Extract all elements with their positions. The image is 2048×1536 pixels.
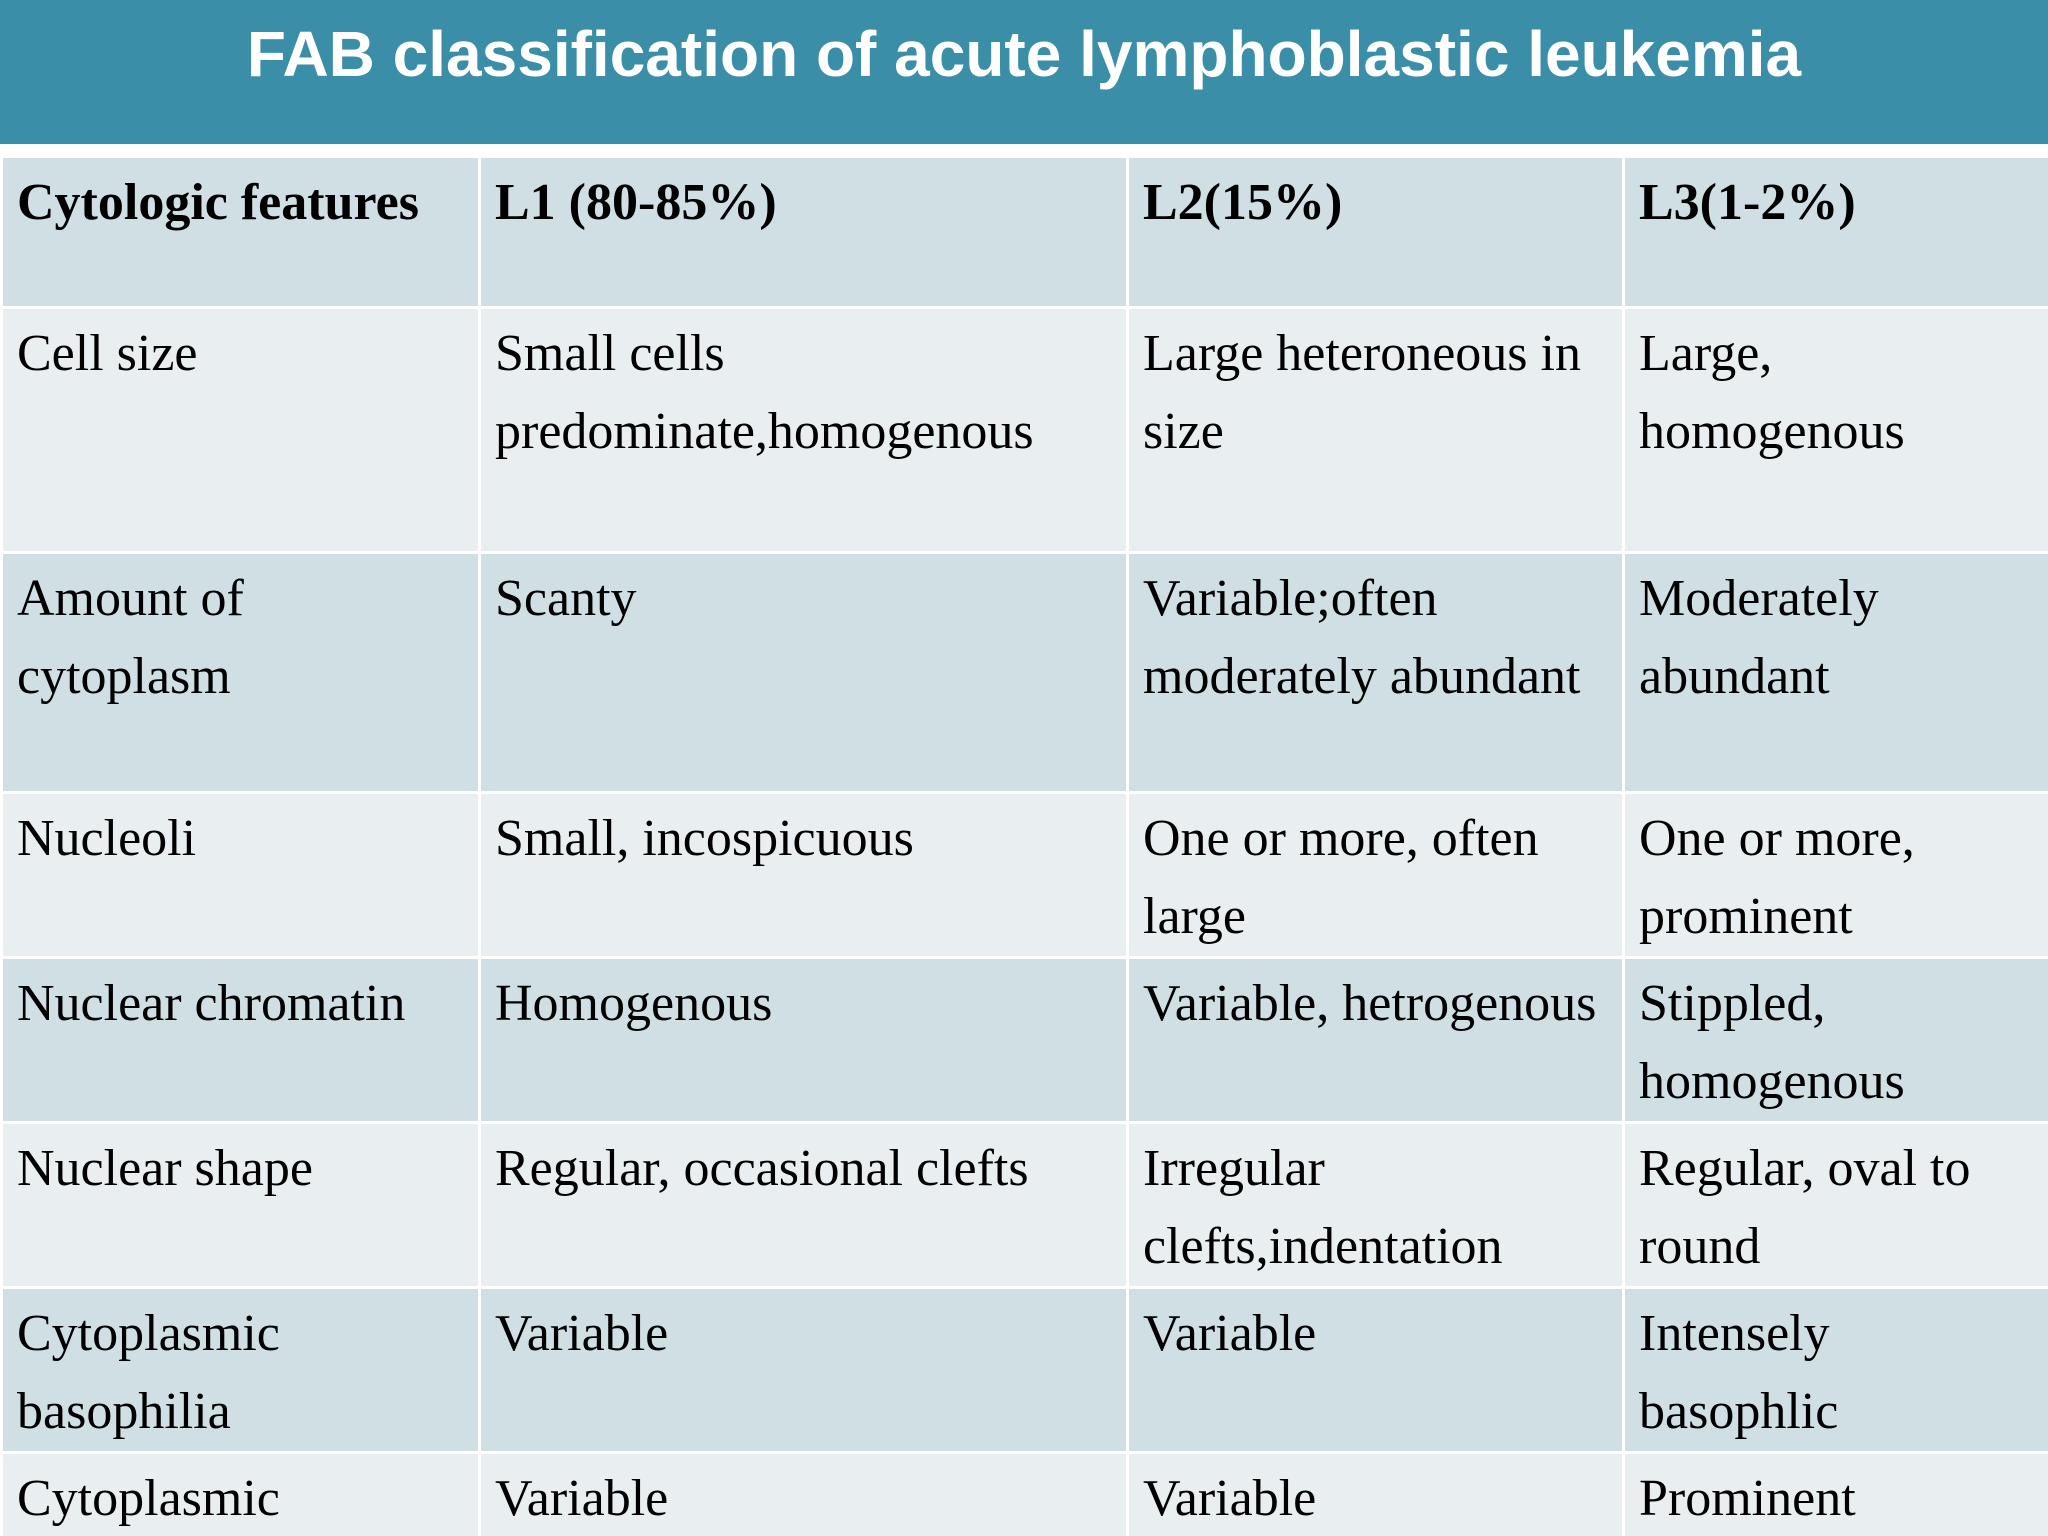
l3-cell: One or more, prominent — [1624, 793, 2048, 958]
title-bar — [0, 0, 2048, 148]
table-row — [2, 1453, 2048, 1536]
table-header-row — [2, 157, 2048, 308]
l1-cell: Small, incospicuous — [480, 793, 1128, 958]
feature-cell: Cytoplasmic — [2, 1453, 480, 1536]
feature-cell: Nuclear chromatin — [2, 958, 480, 1123]
table-row — [2, 1288, 2048, 1453]
l3-cell: Intensely basophlic — [1624, 1288, 2048, 1453]
l1-cell: Scanty — [480, 553, 1128, 793]
l3-cell: Stippled, homogenous — [1624, 958, 2048, 1123]
l3-cell: Regular, oval to round — [1624, 1123, 2048, 1288]
header-cytologic-features: Cytologic features — [2, 157, 480, 308]
feature-cell: Cytoplasmic basophilia — [2, 1288, 480, 1453]
feature-cell: Cell size — [2, 308, 480, 553]
l1-cell: Homogenous — [480, 958, 1128, 1123]
l2-cell: Variable — [1128, 1453, 1624, 1536]
l1-cell: Variable — [480, 1288, 1128, 1453]
feature-cell: Nucleoli — [2, 793, 480, 958]
feature-cell: Amount of cytoplasm — [2, 553, 480, 793]
l2-cell: One or more, often large — [1128, 793, 1624, 958]
header-l2: L2(15%) — [1128, 157, 1624, 308]
table-row — [2, 308, 2048, 553]
l1-cell: Variable — [480, 1453, 1128, 1536]
l2-cell: Irregular clefts,indentation — [1128, 1123, 1624, 1288]
header-l1: L1 (80-85%) — [480, 157, 1128, 308]
l2-cell: Variable — [1128, 1288, 1624, 1453]
l2-cell: Variable, hetrogenous — [1128, 958, 1624, 1123]
feature-cell: Nuclear shape — [2, 1123, 480, 1288]
table-row — [2, 1123, 2048, 1288]
l2-cell: Variable;often moderately abundant — [1128, 553, 1624, 793]
l3-cell: Moderately abundant — [1624, 553, 2048, 793]
table-row — [2, 553, 2048, 793]
table-row — [2, 793, 2048, 958]
table-row — [2, 958, 2048, 1123]
header-l3: L3(1-2%) — [1624, 157, 2048, 308]
l3-cell: Large, homogenous — [1624, 308, 2048, 553]
l2-cell: Large heteroneous in size — [1128, 308, 1624, 553]
l1-cell: Small cells predominate,homogenous — [480, 308, 1128, 553]
fab-classification-table — [0, 155, 2048, 1536]
l1-cell: Regular, occasional clefts — [480, 1123, 1128, 1288]
slide-title: FAB classification of acute lymphoblastic leukemia — [246, 18, 1802, 90]
l3-cell: Prominent — [1624, 1453, 2048, 1536]
